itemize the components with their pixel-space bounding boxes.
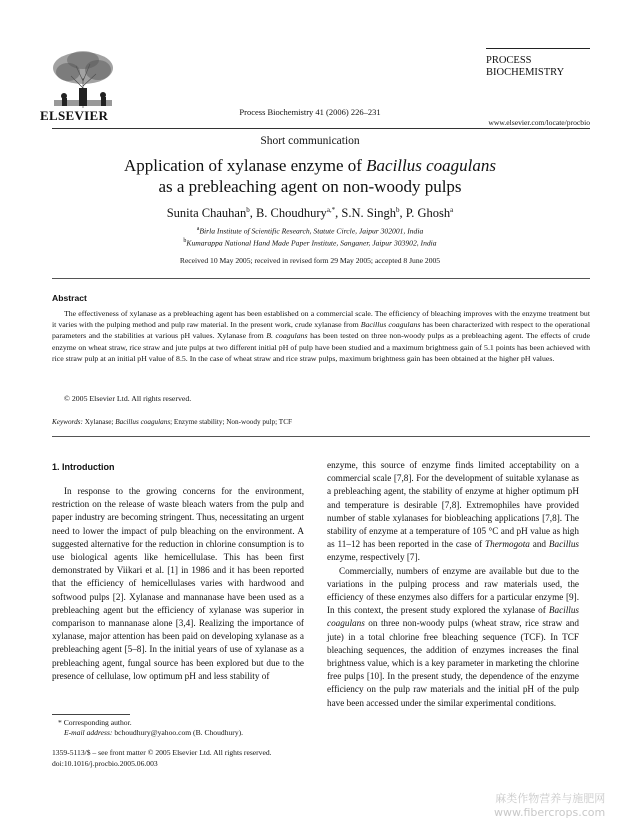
author-affil-mark[interactable]: a,*: [326, 206, 336, 214]
author-affil-mark[interactable]: b: [395, 206, 400, 214]
text-run: . The stability of enzyme at a temperature of 105 °C and pH value as high as 11–12 has been reported in the case of: [327, 512, 579, 550]
affiliation: [0, 238, 620, 248]
reference-link[interactable]: [9]: [565, 592, 577, 603]
header-divider: [52, 128, 590, 129]
title-line2: as a prebleaching agent on non-woody pulps: [158, 177, 462, 196]
reference-link[interactable]: [3,4]: [175, 618, 194, 629]
affiliation-text: Kumarappa National Hand Made Paper Institute, Sanganer, Jaipur 303902, India: [186, 238, 437, 248]
abstract-species: Bacillus coagulans: [360, 320, 421, 330]
publisher-name: ELSEVIER: [40, 108, 109, 123]
text-run: . In the present study, the dependence of the enzyme efficiency on the pulp raw materials and the initial pH of the pulp have been accessed under the similar experimental conditions.: [327, 671, 580, 708]
text-run: on three non-woody pulps (wheat straw, rice straw and jute) in a total chlorine free bleaching sequence (TCF). In TCF bleaching sequences, the addition of enzymes increases the final brightness value, which is a key parameter in marketing the chlorine free pulps: [327, 618, 579, 682]
watermark-line1: 麻类作物营养与施肥网: [495, 792, 606, 805]
journal-title-line1: PROCESS: [486, 55, 532, 66]
author-affil-mark[interactable]: a: [450, 206, 454, 214]
text-run: enzyme, respectively: [327, 552, 407, 563]
watermark-line2: www.fibercrops.com: [494, 806, 606, 819]
author-list: Sunita Chauhan$^b$, B. Choudhury$^{a,*}$, S.N. Singh$^b$, P. Ghosh$^a$: [166, 206, 454, 221]
left-column: [52, 485, 304, 683]
reference-link[interactable]: [5–8]: [124, 644, 145, 655]
right-column: [327, 459, 579, 710]
reference-link[interactable]: [7,8]: [441, 499, 460, 510]
received-dates: Received 10 May 2005; received in revised form 29 May 2005; accepted 8 June 2005: [179, 256, 441, 265]
text-run: in 1986 and it has been reported that the efficiency of hemicellulases varies with hardwood and softwood pulps: [52, 565, 305, 602]
species-name: Thermogota: [484, 539, 530, 550]
affiliation-text: Birla Institute of Scientific Research, Statute Circle, Jaipur 302001, India: [199, 226, 424, 236]
reference-link[interactable]: [7,8]: [542, 512, 560, 523]
keywords-species: Bacillus coagulans: [115, 418, 171, 426]
paragraph: [327, 459, 579, 565]
text-run: enzyme, this source of enzyme finds limited acceptability on a commercial scale: [327, 460, 579, 484]
article-title: [40, 155, 580, 197]
reference-link[interactable]: [7,8]: [393, 473, 412, 484]
corresponding-author-note: * Corresponding author.: [58, 718, 132, 727]
affiliation-mark: a: [196, 226, 200, 232]
species-name: Bacillus: [548, 539, 580, 550]
paragraph: [327, 565, 579, 710]
keywords-text: ; Enzyme stability; Non-woody pulp; TCF: [170, 418, 292, 426]
section-type: Short communication: [260, 135, 360, 147]
species-name: Bacillus coagulans: [327, 605, 579, 629]
affiliation: [0, 226, 620, 236]
title-species: Bacillus coagulans: [366, 156, 497, 175]
abstract-heading: Abstract: [52, 293, 87, 303]
journal-citation: Process Biochemistry 41 (2006) 226–231: [239, 107, 381, 117]
abstract-top-divider: [52, 278, 590, 279]
author-name: S.N. Singh: [341, 206, 396, 221]
text-run: and: [529, 539, 549, 550]
keywords-label: Keywords:: [52, 418, 83, 426]
text-run: . In this context, the present study explored the xylanase of: [327, 592, 579, 616]
abstract-text-part: The effectiveness of xylanase as a prebleaching agent has been established on a commercial scale. The efficiency of bleaching improves with the enzyme treatment but it varies with the pulping method and pulp raw material. In the present work, crude xylanase from: [52, 309, 590, 330]
text-run: Commercially, numbers of enzyme are available but due to the variations in the pulping process and raw materials used, the efficiency of these enzymes also differs for a particular enzyme: [327, 565, 579, 603]
author-name: Sunita Chauhan: [166, 206, 247, 221]
section-heading-introduction: 1. Introduction: [52, 462, 115, 472]
reference-link[interactable]: [2]: [112, 591, 124, 602]
journal-title-rule: [486, 48, 590, 49]
abstract-copyright: © 2005 Elsevier Ltd. All rights reserved.: [64, 394, 192, 403]
text-run: . Xylanase and mannanase have been used as a prebleaching agent but the efficiency of xylanase was superior in comparison to mannanase alone: [52, 591, 304, 629]
text-run: .: [417, 552, 420, 563]
abstract-bottom-divider: [52, 436, 590, 437]
abstract-text: [52, 308, 590, 364]
text-run: . Extremophiles have provided number of stable xylanases for biobleaching applications: [327, 499, 579, 523]
abstract-text-part: has been tested on three non-woody pulps as a prebleaching agent. The effects of crude enzyme on wheat straw, rice straw and jute pulps at two different initial pH of pulp have been studied and a maximum brightness gain of 5.1 points has been achieved with rice straw pulp at an initial pH value of 8.5. In the case of wheat straw and rice straw pulps, maximum brightness gain has been obtained at the higher pH values.: [52, 331, 590, 363]
text-run: . In the initial years of use of xylanase as a prebleaching agent, fungal source has been explored but due to the presence of cellulase, low optimum pH and less stability of: [52, 644, 304, 681]
abstract-text-part: has been characterized with respect to the operational parameters and the stabilities at various pH values. Xylanase from: [52, 320, 590, 341]
title-part: Application of xylanase enzyme of: [123, 156, 367, 175]
author-affil-mark[interactable]: b: [246, 206, 250, 214]
keywords-text: Xylanase;: [82, 418, 116, 426]
doi-link[interactable]: doi:10.1016/j.procbio.2005.06.003: [52, 759, 158, 768]
reference-link[interactable]: [7]: [406, 552, 418, 563]
email-label: E-mail address:: [64, 728, 113, 737]
text-run: In response to the growing concerns for the environment, restriction on the release of waste bleach waters from the pulp and paper industry are becoming stringent. Thus, necessitating an urgent need to lower the impact of pulp bleaching on the environment. A suggested alternative for the reduction in chlorine consumption is to use biological agents like hemicellulase. This has been first demonstrated by Viikari et al.: [52, 486, 304, 576]
email-address-link[interactable]: bchoudhury@yahoo.com (B. Choudhury).: [112, 728, 244, 737]
affiliation-mark: b: [183, 238, 187, 244]
abstract-species: B. coagulans: [266, 331, 308, 341]
footnote-divider: [52, 714, 130, 715]
issn-line: 1359-5113/$ – see front matter © 2005 Elsevier Ltd. All rights reserved.: [52, 748, 272, 757]
reference-link[interactable]: [10]: [366, 671, 383, 682]
text-run: . For the development of suitable xylanase as a prebleaching agent, the stability of enzyme at higher optimum pH and temperature is desirable: [327, 473, 579, 510]
paragraph: [52, 485, 304, 683]
email-note: [64, 728, 243, 737]
journal-url-link[interactable]: www.elsevier.com/locate/procbio: [488, 118, 590, 127]
journal-title-block: [486, 48, 590, 79]
imprint: [52, 747, 272, 769]
site-watermark: [494, 792, 605, 820]
author-name: P. Ghosh: [405, 206, 451, 221]
text-run: . Realizing the importance of xylanase, major attention has been paid on developing xylanase as a prebleaching agent: [52, 618, 304, 655]
reference-link[interactable]: [1]: [167, 565, 178, 576]
elsevier-tree-logo: [46, 48, 120, 110]
journal-title-line2: BIOCHEMISTRY: [486, 67, 565, 78]
author-name: B. Choudhury: [255, 206, 327, 221]
keywords: [52, 418, 292, 426]
